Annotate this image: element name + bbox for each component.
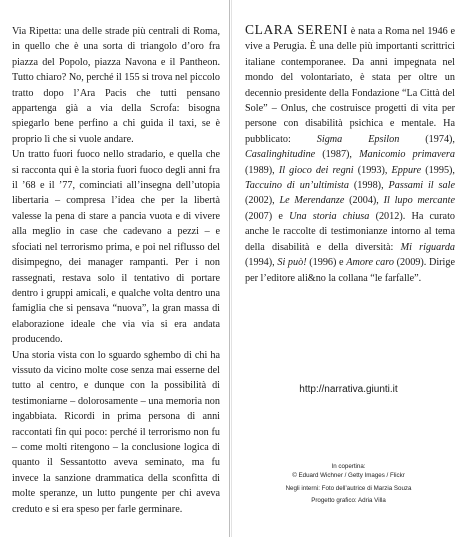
synopsis-text (12, 24, 220, 517)
work-title: Le Merendanze (279, 195, 345, 207)
bio-middle: Ha curato anche le raccolte di testimonianze intorno al tema della disabilità e della diversità: (245, 210, 455, 253)
work-title: Taccuino di un’ultimista (245, 180, 349, 192)
work-title: Si può! (277, 257, 307, 269)
work-title: Amore caro (346, 257, 394, 269)
interior-photo-credit: Negli interni: Foto dell’autrice di Marzia Souza (285, 484, 412, 492)
work-year: (1989), (245, 164, 279, 176)
cover-credit-text: © Eduard Wichner / Getty Images / Flickr (292, 472, 405, 480)
work-year: (1987), (315, 149, 360, 161)
work-year: (2004), (344, 195, 384, 207)
work-title: Casalinghitudine (245, 149, 316, 161)
credits-block (233, 462, 464, 506)
cover-credit-label: In copertina: (331, 463, 366, 470)
work-title: Sigma Epsilon (316, 133, 400, 145)
work-title: Mi riguarda (400, 241, 456, 253)
synopsis-paragraph-3: Una storia vista con lo sguardo sghembo di chi ha vissuto da vicino molte cose senza mai esserne del tutto al centro, e dunque con la possibilità di testimoniarne – dolorosamente – una memoria non ingabbiata. Ricordi in prima persona di anni raccontati fin qui poco: perché il terrorismo non fu – come molti ritengono – la conclusione logica di quanto il Sessantotto aveva seminato, ma fu invece la sanzione drammatica della sconfitta di molte speranze, un lutto pungente per chi aveva creduto e si era speso per farle germinare. (12, 349, 220, 515)
author-bio (245, 22, 455, 286)
work-year: (2002), (245, 195, 280, 207)
work-year: (1996) e (306, 257, 347, 269)
work-title: Il gioco dei regni (278, 164, 354, 176)
author-name: CLARA SERENI (245, 22, 349, 37)
work-year: (2012). (369, 210, 412, 222)
publisher-url: http://narrativa.giunti.it (299, 384, 398, 395)
synopsis-paragraph-2: Un tratto fuori fuoco nello stradario, e quella che si racconta qui è la storia fuori fuoco degli anni fra il ’68 e il ’77, cominciati all’insegna dell’utopia libertaria – compresa l’idea che per la libertà valesse la pena di stare a pancia vuota e di vivere alla meglio in case che cadevano a pezzi – e sfociati nel terrorismo prima, e poi nel riflusso del disimpegno, dei manager rampanti. Per i non rassegnati, restava solo il tentativo di portare dentro i gruppi amicali, e qualche volta dentro una famiglia che si pensava “nuova”, la gran massa di elaborazione ideale che via via si era andata producendo. (12, 149, 220, 346)
work-title: Passami il sale (388, 180, 455, 192)
work-year: (1974), (399, 133, 455, 145)
work-year: (1994), (245, 257, 278, 269)
graphic-design-credit: Progetto grafico: Adria Villa (311, 497, 386, 505)
work-year: (1998), (348, 180, 389, 192)
right-flap (233, 0, 464, 537)
work-title: Eppure (391, 164, 422, 176)
fold-line (229, 0, 230, 537)
bio-end: Dirige per l’editore ali&no la collana “le farfalle”. (245, 257, 455, 284)
work-title: Una storia chiusa (289, 210, 370, 222)
left-flap (0, 0, 228, 537)
bio-intro: è nata a Roma nel 1946 e vive a Perugia. È una delle più importanti scrittrici italiane contemporanee. Da anni impegnata nel mondo del volontariato, è stata per oltre un decennio presidente della Fondazione “La Città del Sole” – Onlus, che costruisce progetti di vita per persone con disabilità psichica e mentale. Ha pubblicato: (245, 26, 455, 145)
work-year: (2009). (393, 257, 429, 269)
synopsis-paragraph-1: Via Ripetta: una delle strade più centrali di Roma, in quello che è una sorta di triangolo d’oro fra piazza del Popolo, piazza Navona e il Pantheon. Tutto chiaro? No, perché il 155 si trova nel piccolo tratto dopo l’Ara Pacis che tutti pensano appartenga già a via della Scrofa: bisogna spiegarlo bene perfino a chi guida il taxi, se è proprio lì che si vuole andare. (12, 26, 220, 145)
work-year: (2007) e (245, 210, 290, 222)
work-title: Il lupo mercante (383, 195, 455, 207)
fold-line-shadow (231, 0, 232, 537)
work-year: (1995), (421, 164, 455, 176)
work-title: Manicomio primavera (359, 149, 455, 161)
work-year: (1993), (353, 164, 392, 176)
